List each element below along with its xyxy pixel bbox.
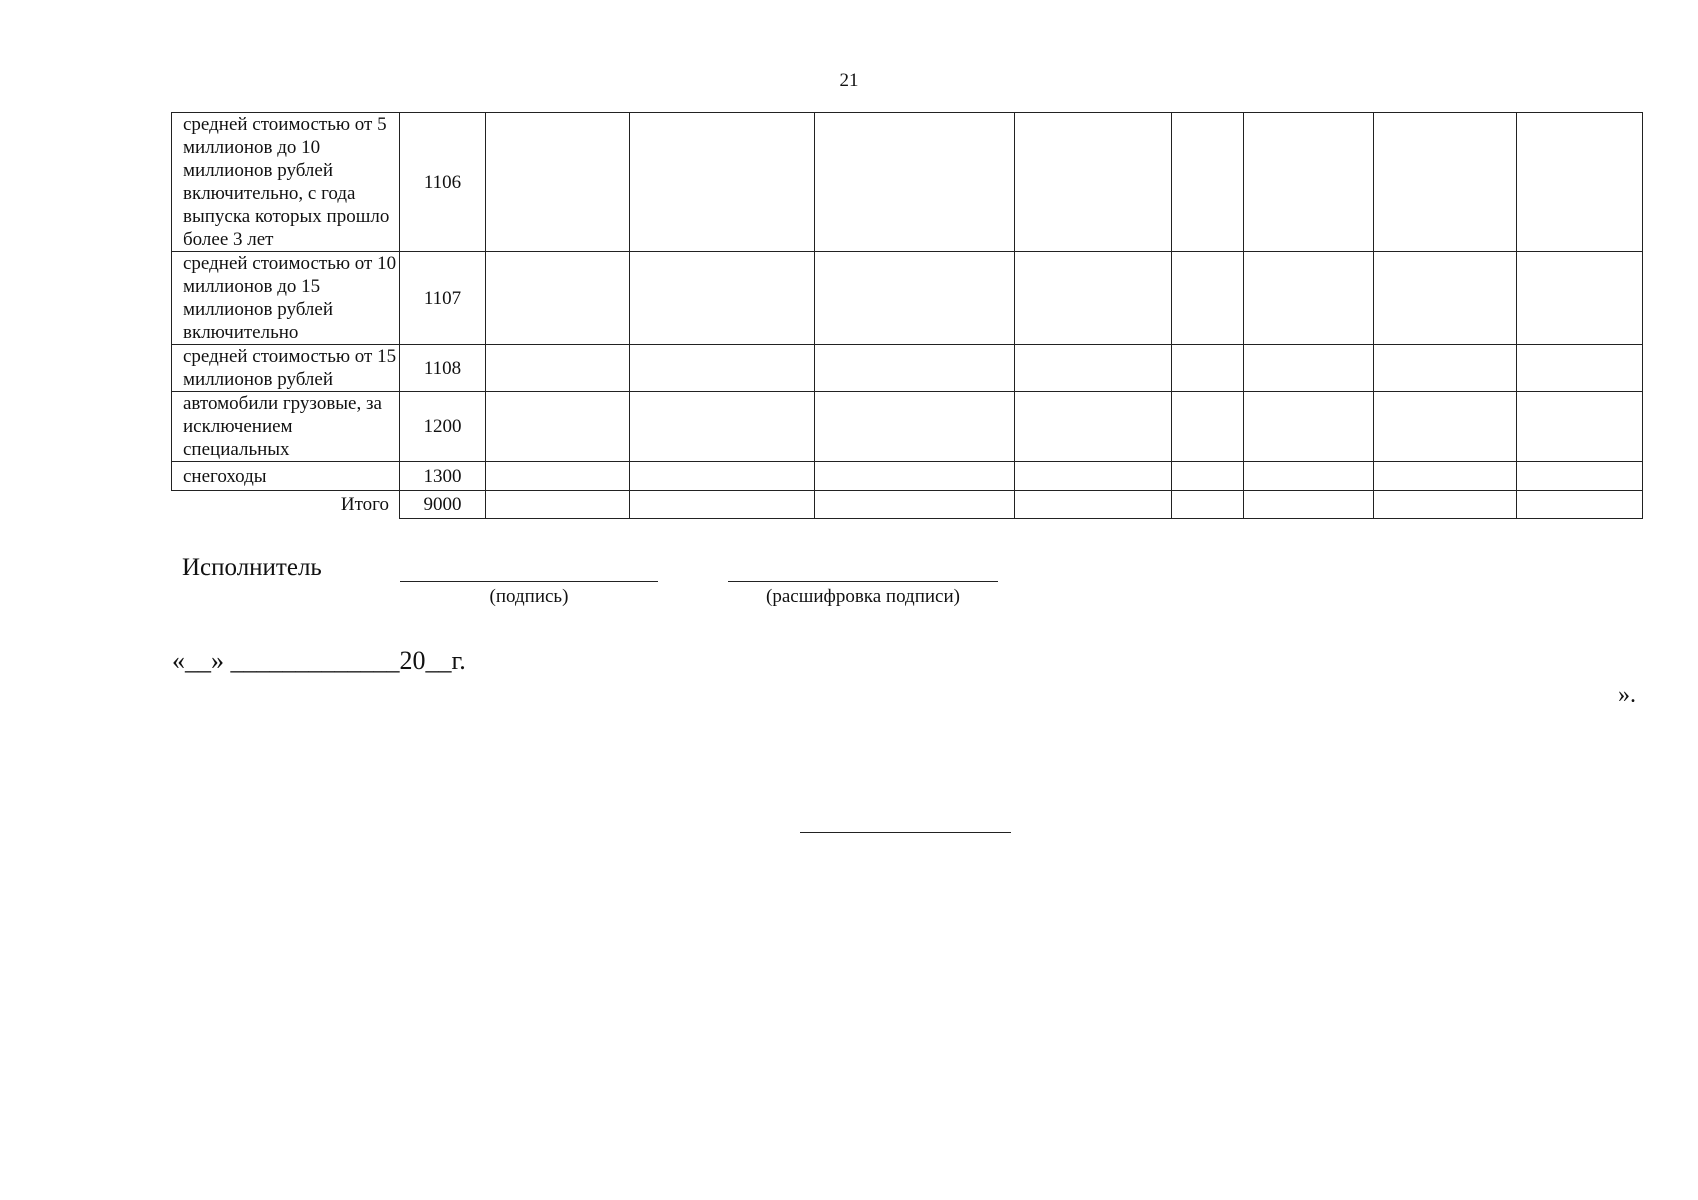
table-row: [172, 392, 1643, 462]
row-code: 1300: [400, 462, 486, 491]
empty-cell: [815, 345, 1015, 392]
empty-cell: [1517, 252, 1643, 345]
empty-cell: [1517, 345, 1643, 392]
empty-cell: [815, 491, 1015, 519]
row-label: средней стоимостью от 10 миллионов до 15 миллионов рублей включительно: [172, 252, 400, 345]
empty-cell: [1015, 345, 1172, 392]
table-row: [172, 113, 1643, 252]
empty-cell: [815, 252, 1015, 345]
empty-cell: [1517, 462, 1643, 491]
signature-caption: (подпись): [489, 586, 569, 607]
row-code: 1106: [400, 113, 486, 252]
transcript-line: [728, 581, 998, 582]
row-code: 1108: [400, 345, 486, 392]
empty-cell: [630, 113, 815, 252]
empty-cell: [1015, 491, 1172, 519]
table-row: [172, 462, 1643, 491]
empty-cell: [630, 491, 815, 519]
empty-cell: [486, 252, 630, 345]
table-row: [172, 345, 1643, 392]
row-label: автомобили грузовые, за исключением специальных: [172, 392, 400, 462]
empty-cell: [630, 345, 815, 392]
empty-cell: [1015, 252, 1172, 345]
empty-cell: [1172, 462, 1244, 491]
empty-cell: [1374, 113, 1517, 252]
page-number: 21: [839, 70, 859, 91]
empty-cell: [1374, 491, 1517, 519]
empty-cell: [1015, 392, 1172, 462]
empty-cell: [1172, 252, 1244, 345]
total-label: Итого: [172, 491, 400, 519]
empty-cell: [1517, 491, 1643, 519]
report-table: [171, 112, 1643, 519]
empty-cell: [815, 392, 1015, 462]
empty-cell: [1172, 491, 1244, 519]
date-line: «__» _____________20__г.: [172, 646, 466, 675]
empty-cell: [486, 491, 630, 519]
row-label: средней стоимостью от 5 миллионов до 10 миллионов рублей включительно, с года выпуска которых прошло более 3 лет: [172, 113, 400, 252]
empty-cell: [1015, 113, 1172, 252]
empty-cell: [1244, 113, 1374, 252]
empty-cell: [815, 113, 1015, 252]
empty-cell: [486, 113, 630, 252]
empty-cell: [630, 392, 815, 462]
empty-cell: [1374, 392, 1517, 462]
empty-cell: [486, 392, 630, 462]
end-rule: [800, 832, 1011, 833]
empty-cell: [630, 462, 815, 491]
empty-cell: [1374, 252, 1517, 345]
empty-cell: [1517, 113, 1643, 252]
empty-cell: [1244, 252, 1374, 345]
empty-cell: [486, 462, 630, 491]
transcript-caption: (расшифровка подписи): [766, 586, 960, 607]
empty-cell: [1244, 491, 1374, 519]
row-label: средней стоимостью от 15 миллионов рублей: [172, 345, 400, 392]
empty-cell: [1172, 113, 1244, 252]
empty-cell: [1015, 462, 1172, 491]
signature-line: [400, 581, 658, 582]
empty-cell: [1244, 462, 1374, 491]
empty-cell: [815, 462, 1015, 491]
empty-cell: [486, 345, 630, 392]
empty-cell: [630, 252, 815, 345]
empty-cell: [1244, 345, 1374, 392]
empty-cell: [1374, 345, 1517, 392]
empty-cell: [1172, 392, 1244, 462]
total-code: 9000: [400, 491, 486, 519]
table-row: [172, 252, 1643, 345]
row-code: 1200: [400, 392, 486, 462]
executor-label: Исполнитель: [182, 554, 322, 581]
empty-cell: [1244, 392, 1374, 462]
row-code: 1107: [400, 252, 486, 345]
empty-cell: [1374, 462, 1517, 491]
empty-cell: [1172, 345, 1244, 392]
row-label: снегоходы: [172, 462, 400, 491]
total-row: [172, 491, 1643, 519]
empty-cell: [1517, 392, 1643, 462]
closing-quote: ».: [1618, 682, 1636, 708]
